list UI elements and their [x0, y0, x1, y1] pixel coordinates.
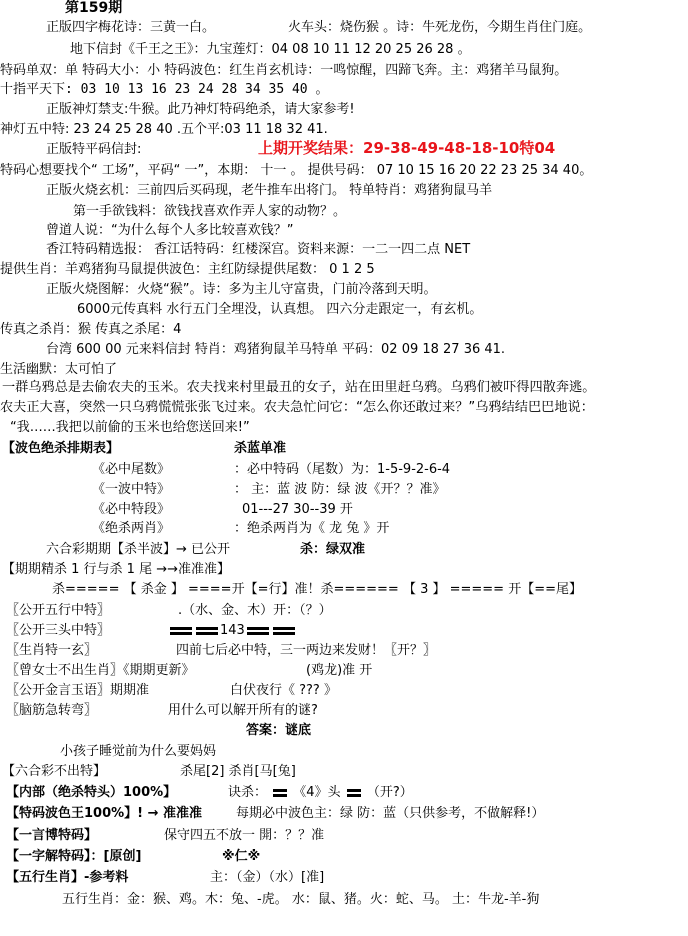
issue-title: 第159期	[65, 0, 123, 16]
brain-teaser-label: 〖脑筋急转弯〗	[6, 703, 98, 718]
must-segment-label: 《必中特段》	[92, 502, 171, 517]
one-wave-label: 《一波中特》	[92, 482, 171, 497]
fire-illustration: 正版火烧图解：火烧“猴”。诗：多为主儿守富贵，门前冷落到天明。	[46, 282, 437, 297]
inner-kill-label: 【内部（绝杀特头）100%】	[6, 785, 177, 800]
bar-icon	[247, 627, 269, 635]
first-hand-material: 第一手欲钱料：欲钱找喜欢作弄人家的动物？。	[73, 204, 347, 219]
kill-green-double: 杀：绿双准	[300, 542, 366, 557]
plum-poem: 正版四字梅花诗：三黄一白。	[46, 20, 216, 35]
train-head: 火车头：烧伤猴 。诗：牛死龙伤，今期生肖住门庭。	[288, 20, 592, 35]
zodiac-special-value: 四前七后必中特，三一两边来发财！〖开？〗	[176, 643, 437, 658]
one-word-code-label: 【一言博特码】	[6, 828, 98, 843]
flat-code-envelope: 正版特平码信封:	[46, 142, 142, 157]
no-special-label: 【六合彩不出特】	[2, 764, 107, 779]
hongkong-selection: 香江特码精选报： 香江话特码：红楼深宫。资料来源：一二一四二点 NET	[46, 242, 471, 257]
fax-material: 6000元传真料 水行五门全埋没，认真想。 四六分走跟定一，有玄机。	[77, 302, 483, 317]
must-tail-label: 《必中尾数》	[92, 462, 171, 477]
zodiac-special-label: 〖生肖特一玄〗	[6, 643, 98, 658]
underground-envelope: 地下信封《千王之王》：九宝莲灯：04 08 10 11 12 20 25 26 28 。	[70, 42, 471, 57]
provided-zodiac: 提供生肖：羊鸡猪狗马鼠提供波色：主红防绿提供尾数： 0 1 2 5	[0, 262, 375, 277]
wave-kill-table: 【波色绝杀排期表】	[2, 441, 120, 456]
humor-line-1: 一群乌鸦总是去偷农夫的玉米。农夫找来村里最丑的女子，站在田里赶乌鸦。乌鸦们被吓得四散奔逃。	[2, 380, 596, 395]
fax-kill: 传真之杀肖：猴 传真之杀尾：4	[0, 322, 182, 337]
three-head-value	[168, 623, 297, 639]
bar-icon	[170, 627, 192, 635]
humor-line-3: “我……我把以前偷的玉米也给您送回来!”	[10, 420, 250, 435]
bar-icon	[196, 627, 218, 635]
golden-words-value: 白伏夜行《 ??? 》	[230, 683, 337, 698]
five-zodiac-label: 【五行生肖】-参考料	[6, 870, 129, 885]
five-element-label: 〖公开五行中特〗	[6, 603, 111, 618]
one-char-label: 【一字解特码】：[原创]	[6, 849, 142, 864]
one-wave-value: ： 主：蓝 波 防：绿 波《开？？准》	[234, 482, 446, 497]
god-lamp-ban: 正版神灯禁支:牛猴。此乃神灯特码绝杀，请大家参考!	[46, 102, 355, 117]
inner-kill-head: 《4》头	[293, 785, 341, 800]
code-heart: 特码心想要找个“ 工场”，平码“ 一”，本期： 十一 。 提供号码： 07 10 15 16 20 22 23 25 34 40。	[0, 163, 593, 178]
ms-zeng-label: 〖曾女士不出生肖〗《期期更新》	[6, 663, 195, 678]
humor-line-2: 农夫正大喜，突然一只乌鸦慌慌张张飞过来。农夫急忙问它：“怎么你还敢过来？”乌鸦结结巴巴地说：	[0, 400, 594, 415]
wave-king-value: 每期必中波色主：绿 防：蓝（只供参考，不做解释!）	[236, 806, 545, 821]
ms-zeng-value: (鸡龙)准 开	[306, 663, 373, 678]
three-head-label: 〖公开三头中特〗	[6, 623, 111, 638]
five-zodiac-value: 主：（金）（水）[准]	[210, 870, 325, 885]
bar-icon	[273, 627, 295, 635]
child-question: 小孩子睡觉前为什么要妈妈	[60, 744, 217, 759]
kill-two-value: ：绝杀两肖为《 龙 兔 》开	[234, 521, 390, 536]
golden-words-label: 〖公开金言玉语〗期期准	[6, 683, 150, 698]
bar-icon	[347, 789, 361, 797]
taiwan-envelope: 台湾 600 00 元来料信封 特肖：鸡猪狗鼠羊马特单 平码：02 09 18 27 36 41.	[46, 342, 506, 357]
kill-gold-line: 杀===== 【 杀金 】 ====开【=行】准！杀====== 【 3 】 ===== 开【==尾】	[52, 582, 582, 597]
no-special-value: 杀尾[2] 杀肖[马[兔]	[180, 764, 296, 779]
inner-kill-value	[228, 785, 413, 801]
five-element-value: .（水、金、木）开：（？）	[178, 603, 332, 618]
brain-teaser-answer: 答案：谜底	[246, 723, 312, 738]
five-zodiac-list: 五行生肖：金：猴、鸡。木：兔、-虎。 水：鼠、猪。火：蛇、马。 土：牛龙-羊-狗	[62, 892, 540, 907]
inner-kill-prefix: 诀杀：	[228, 785, 268, 800]
ten-fingers: 十指平天下: 03 10 13 16 23 24 28 34 35 40 。	[0, 82, 329, 97]
must-tail-value: ：必中特码（尾数）为：1-5-9-2-6-4	[234, 462, 451, 477]
wave-king-label: 【特码波色王100%】! → 准准准	[6, 806, 203, 821]
humor-title: 生活幽默：太可怕了	[0, 362, 118, 377]
bar-icon	[273, 789, 287, 797]
taoist-says: 曾道人说：“为什么每个人多比较喜欢钱？”	[46, 223, 294, 238]
precise-kill: 【期期精杀 1 行与杀 1 尾 →→准准准】	[2, 562, 230, 577]
fire-mystery: 正版火烧玄机：三前四后买码现，老牛推车出将门。 特单特肖：鸡猪狗鼠马羊	[46, 183, 493, 198]
must-segment-value: 01---27 30--39 开	[242, 502, 353, 517]
kill-blue-single: 杀蓝单准	[234, 441, 287, 456]
brain-teaser-question: 用什么可以解开所有的谜?	[168, 703, 318, 718]
inner-kill-open: （开?）	[366, 785, 413, 800]
one-char-value: ※仁※	[222, 849, 261, 864]
kill-two-label: 《绝杀两肖》	[92, 521, 171, 536]
last-draw-result: 上期开奖结果：29-38-49-48-18-10特04	[258, 139, 556, 157]
god-lamp-five: 神灯五中特: 23 24 25 28 40 .五个平:03 11 18 32 41.	[0, 122, 328, 137]
one-word-code-value: 保守四五不放一 開：？？准	[164, 828, 325, 843]
three-head-number: 143	[220, 623, 245, 638]
code-odd-even: 特码单双：单 特码大小：小 特码波色：红生肖玄机诗：一鸣惊醒，四蹄飞奔。主：鸡猪羊马鼠狗。	[0, 63, 568, 78]
kill-half-wave: 六合彩期期【杀半波】→ 已公开	[46, 542, 231, 557]
